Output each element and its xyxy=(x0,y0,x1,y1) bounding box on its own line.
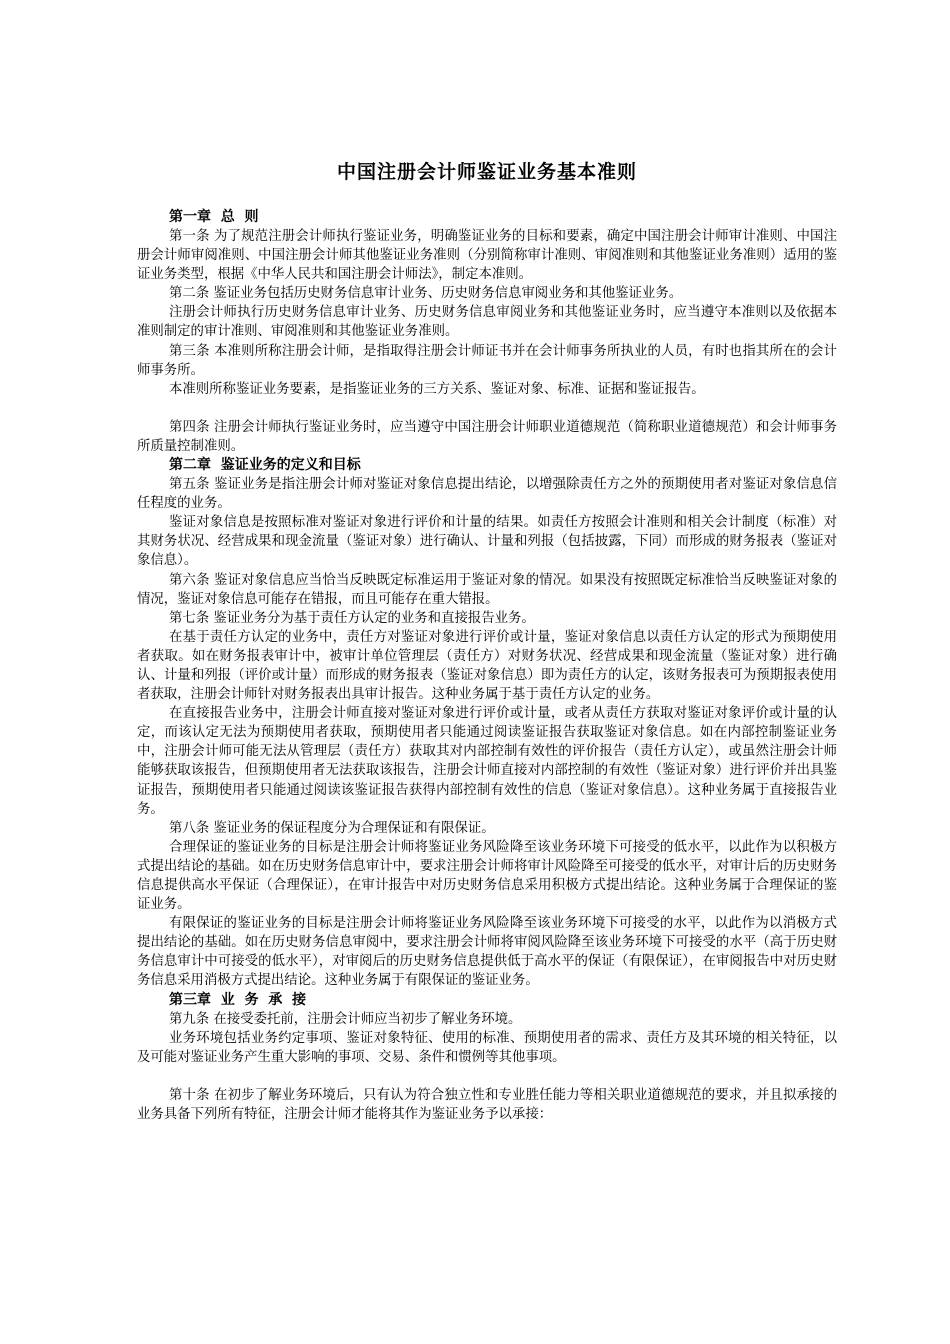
article-paragraph: 第七条 鉴证业务分为基于责任方认定的业务和直接报告业务。 xyxy=(169,610,535,626)
article-paragraph: 在直接报告业务中，注册会计师直接对鉴证对象进行评价或计量，或者从责任方获取对鉴证对象评价或计量的认定，而该认定无法为预期使用者获取，预期使用者只能通过阅读鉴证报告获取鉴证对象信息。如在内部控制鉴证业务中，注册会计师可能无法从管理层（责任方）获取其对内部控制有效性的评价报告（责任方认定），或虽然注册会计师能够获取该报告，但预期使用者无法获取该报告，注册会计师直接对内部控制的有效性（鉴证对象）进行评价并出具鉴证报告，预期使用者只能通过阅读该鉴证报告获得内部控制有效性的信息（鉴证对象信息）。这种业务属于直接报告业务。 xyxy=(137,706,837,817)
article-paragraph: 第八条 鉴证业务的保证程度分为合理保证和有限保证。 xyxy=(169,820,495,836)
chapter-heading: 第二章 鉴证业务的定义和目标 xyxy=(169,457,361,474)
article-paragraph: 注册会计师执行历史财务信息审计业务、历史财务信息审阅业务和其他鉴证业务时，应当遵守本准则以及依据本准则制定的审计准则、审阅准则和其他鉴证业务准则。 xyxy=(137,305,837,340)
article-paragraph: 第三条 本准则所称注册会计师，是指取得注册会计师证书并在会计师事务所执业的人员，有时也指其所在的会计师事务所。 xyxy=(137,343,837,378)
article-paragraph: 业务环境包括业务约定事项、鉴证对象特征、使用的标准、预期使用者的需求、责任方及其环境的相关特征，以及可能对鉴证业务产生重大影响的事项、交易、条件和惯例等其他事项。 xyxy=(137,1030,837,1065)
article-paragraph: 本准则所称鉴证业务要素，是指鉴证业务的三方关系、鉴证对象、标准、证据和鉴证报告。 xyxy=(169,381,705,397)
document-title: 中国注册会计师鉴证业务基本准则 xyxy=(336,161,637,183)
article-paragraph: 在基于责任方认定的业务中，责任方对鉴证对象进行评价或计量，鉴证对象信息以责任方认定的形式为预期使用者获取。如在财务报表审计中，被审计单位管理层（责任方）对财务状况、经营成果和现金流量（鉴证对象）进行确认、计量和列报（评价或计量）而形成的财务报表（鉴证对象信息）即为责任方的认定，该财务报表可为预期报表使用者获取，注册会计师针对财务报表出具审计报告。这种业务属于基于责任方认定的业务。 xyxy=(137,629,837,703)
article-paragraph: 第十条 在初步了解业务环境后，只有认为符合独立性和专业胜任能力等相关职业道德规范的要求，并且拟承接的业务具备下列所有特征，注册会计师才能将其作为鉴证业务予以承接： xyxy=(137,1087,837,1122)
blank-line xyxy=(137,399,837,418)
article-paragraph: 第二条 鉴证业务包括历史财务信息审计业务、历史财务信息审阅业务和其他鉴证业务。 xyxy=(169,286,683,302)
article-paragraph: 第九条 在接受委托前，注册会计师应当初步了解业务环境。 xyxy=(169,1011,522,1027)
document-body xyxy=(137,208,837,1124)
document-page xyxy=(137,160,837,1124)
article-paragraph: 第五条 鉴证业务是指注册会计师对鉴证对象信息提出结论，以增强除责任方之外的预期使用者对鉴证对象信息信任程度的业务。 xyxy=(137,477,837,512)
article-paragraph: 合理保证的鉴证业务的目标是注册会计师将鉴证业务风险降至该业务环境下可接受的低水平，以此作为以积极方式提出结论的基础。如在历史财务信息审计中，要求注册会计师将审计风险降至可接受的低水平，对审计后的历史财务信息提供高水平保证（合理保证），在审计报告中对历史财务信息采用积极方式提出结论。这种业务属于合理保证的鉴证业务。 xyxy=(137,839,837,913)
blank-line xyxy=(137,1067,837,1086)
article-paragraph: 鉴证对象信息是按照标准对鉴证对象进行评价和计量的结果。如责任方按照会计准则和相关会计制度（标准）对其财务状况、经营成果和现金流量（鉴证对象）进行确认、计量和列报（包括披露，下同）而形成的财务报表（鉴证对象信息）。 xyxy=(137,515,837,569)
article-paragraph: 第一条 为了规范注册会计师执行鉴证业务，明确鉴证业务的目标和要素，确定中国注册会计师审计准则、中国注册会计师审阅准则、中国注册会计师其他鉴证业务准则（分别简称审计准则、审阅准则和其他鉴证业务准则）适用的鉴证业务类型，根据《中华人民共和国注册会计师法》，制定本准则。 xyxy=(137,229,837,283)
article-paragraph: 第六条 鉴证对象信息应当恰当反映既定标准运用于鉴证对象的情况。如果没有按照既定标准恰当反映鉴证对象的情况，鉴证对象信息可能存在错报，而且可能存在重大错报。 xyxy=(137,572,837,607)
article-paragraph: 第四条 注册会计师执行鉴证业务时，应当遵守中国注册会计师职业道德规范（简称职业道德规范）和会计师事务所质量控制准则。 xyxy=(137,419,837,454)
article-paragraph: 有限保证的鉴证业务的目标是注册会计师将鉴证业务风险降至该业务环境下可接受的水平，以此作为以消极方式提出结论的基础。如在历史财务信息审阅中，要求注册会计师将审阅风险降至该业务环境下可接受的水平（高于历史财务信息审计中可接受的低水平），对审阅后的历史财务信息提供低于高水平的保证（有限保证），在审阅报告中对历史财务信息采用消极方式提出结论。这种业务属于有限保证的鉴证业务。 xyxy=(137,916,837,989)
chapter-heading: 第三章 业 务 承 接 xyxy=(169,991,306,1008)
chapter-heading: 第一章 总 则 xyxy=(169,209,259,225)
